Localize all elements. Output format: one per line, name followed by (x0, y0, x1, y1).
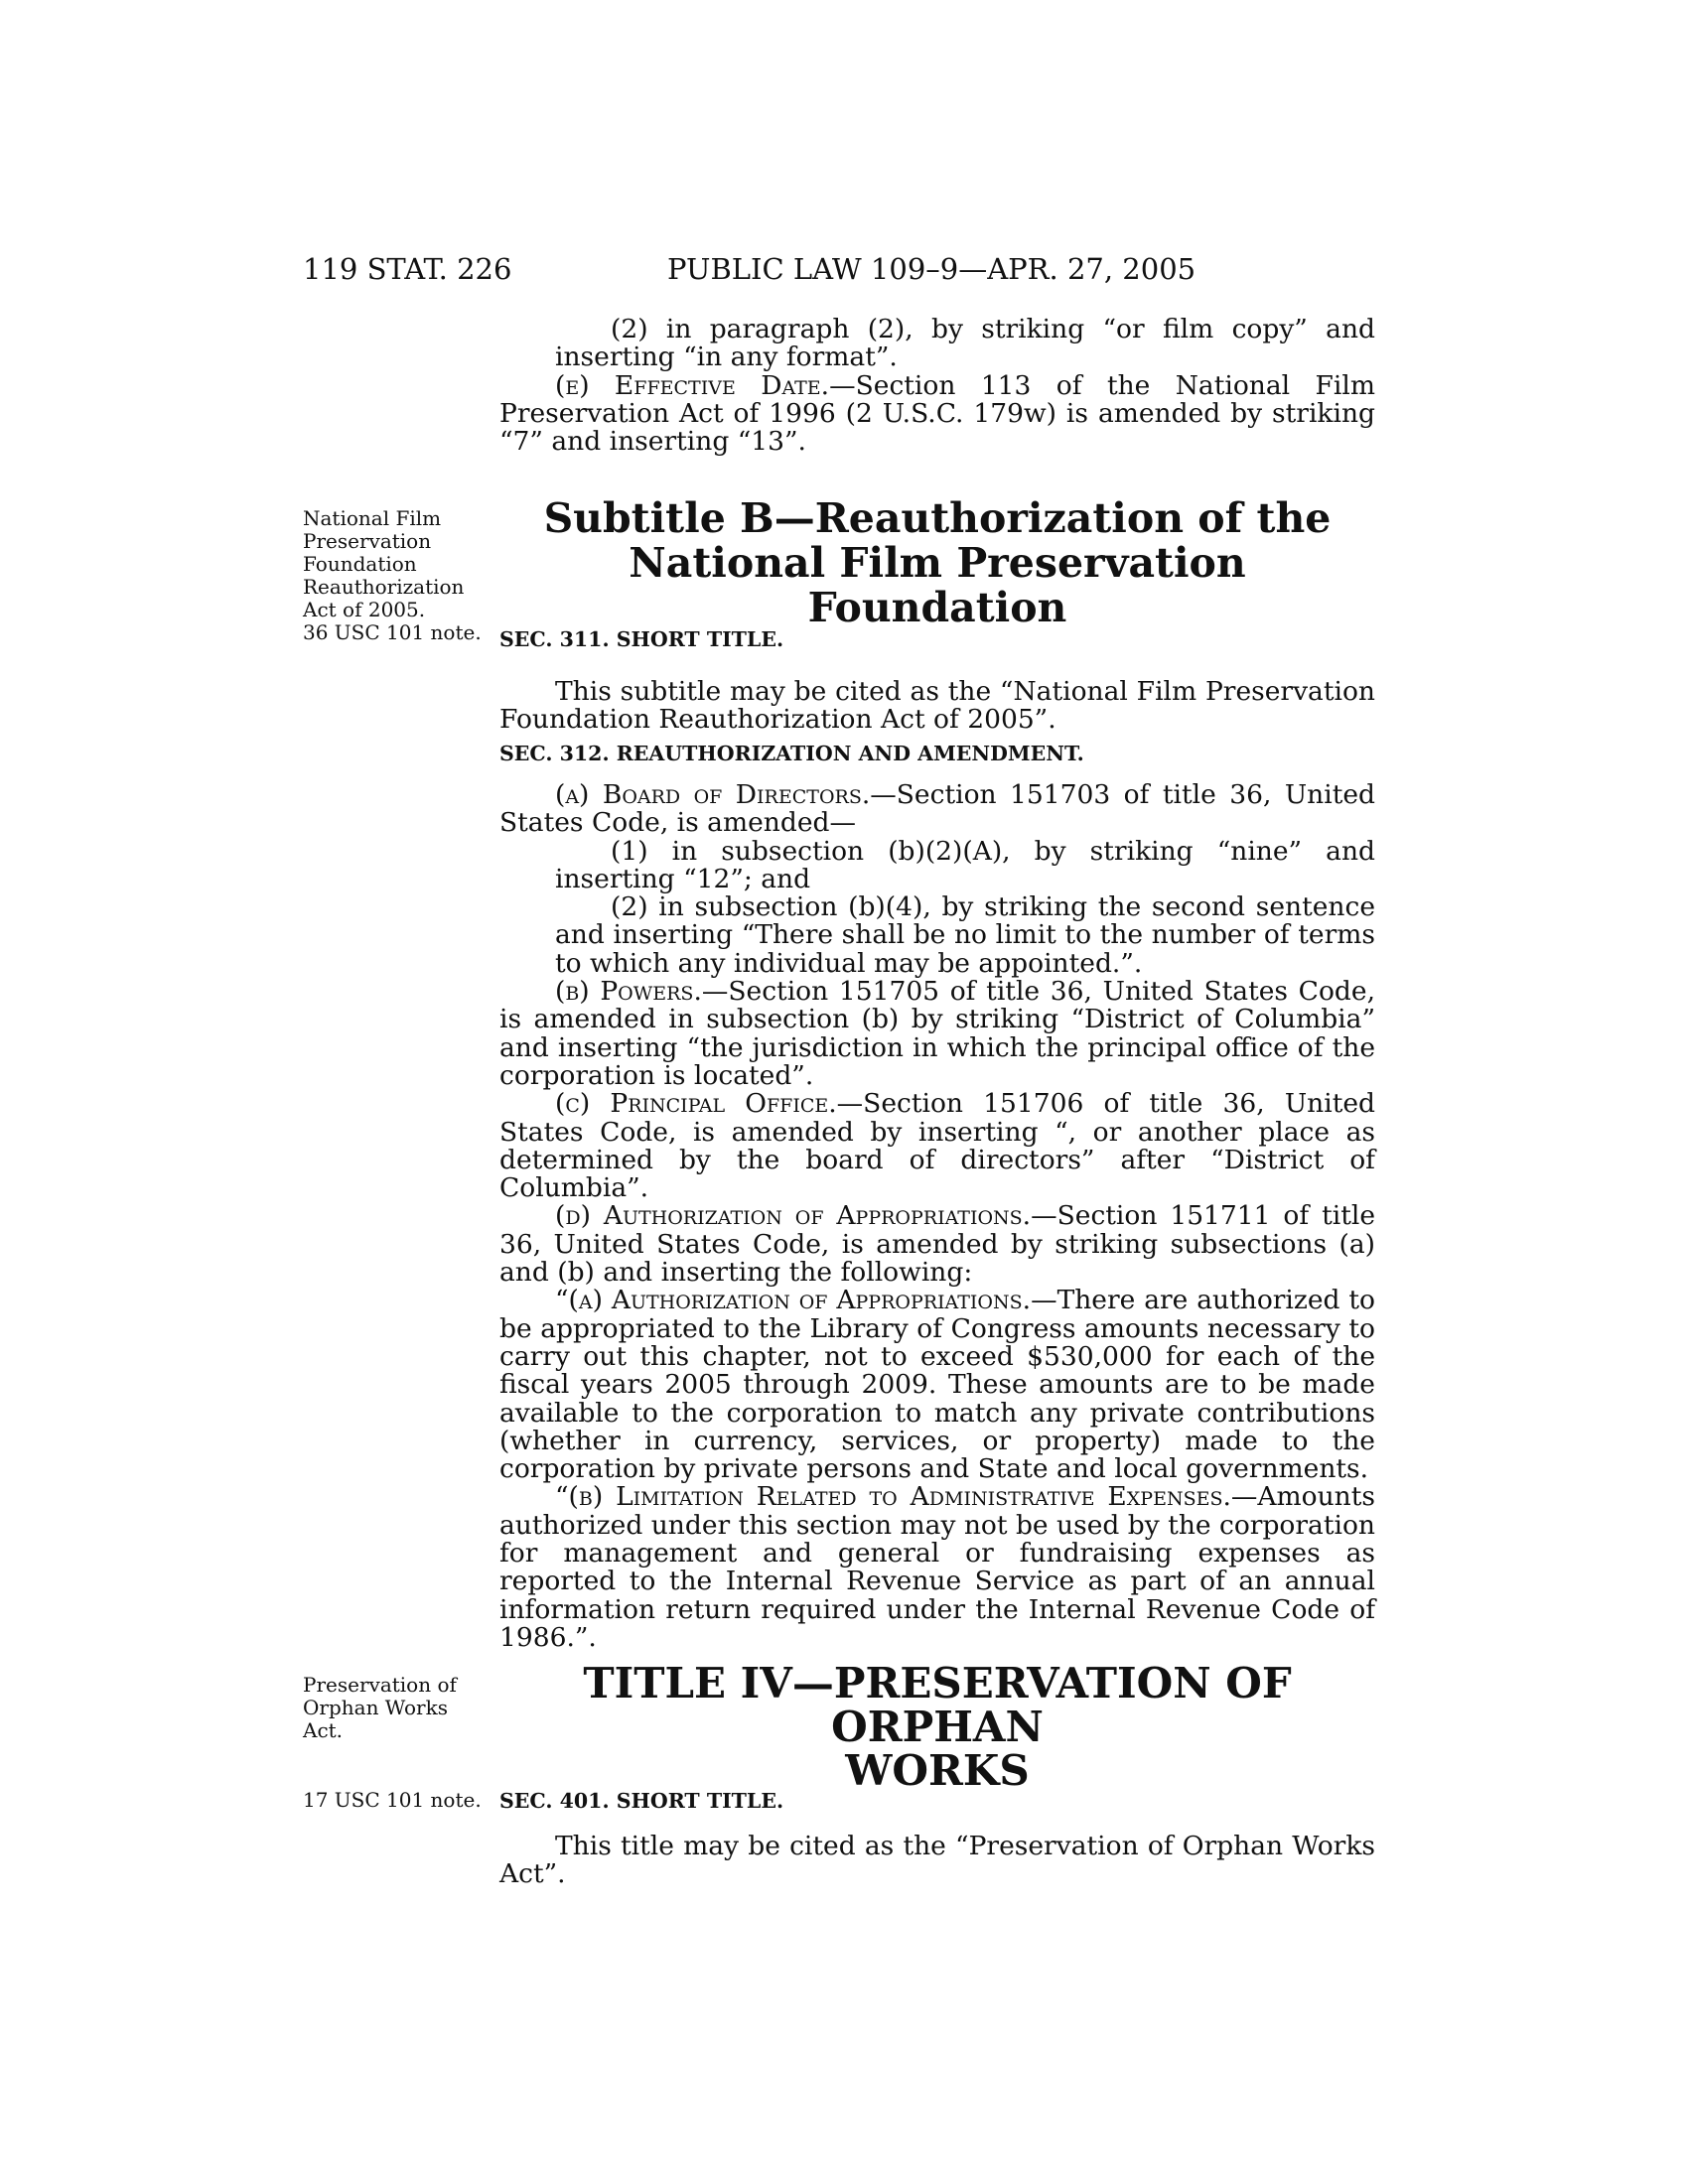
margin-note-line: Foundation (303, 552, 417, 576)
stat-citation: 119 STAT. 226 (303, 252, 512, 286)
effective-date-label: (e) Effective Date. (555, 369, 830, 401)
subsection-d-label: (d) Authorization of Appropriations. (555, 1200, 1032, 1232)
subsection-b-text: —Section 151705 of title 36, United States Code, is amended in subsection (b) by striking “District of Columbia” and inserting “the jurisdiction in which the principal office of the corporation is located”. (499, 976, 1375, 1091)
paragraph-item-2: (2) in paragraph (2), by striking “or film copy” and inserting “in any format”. (555, 314, 1375, 373)
subtitle-heading-line2: National Film Preservation Foundation (629, 539, 1246, 631)
running-header: PUBLIC LAW 109–9—APR. 27, 2005 (667, 252, 1196, 286)
quoted-subsection-b-text: —Amounts authorized under this section may not be used by the corporation for management and general or fundraising expenses as reported to the Internal Revenue Service as part of an annual information return required under the Internal Revenue Code of 1986.”. (499, 1481, 1375, 1653)
margin-note-line: National Film (303, 506, 442, 530)
subsection-a (499, 781, 1375, 838)
subsection-a-item-2: (2) in subsection (b)(4), by striking the second sentence and inserting “There shall be no limit to the number of terms to which any individual may be appointed.”. (555, 891, 1375, 979)
margin-note-line: Preservation (303, 529, 432, 553)
subsection-d-text: —Section 151711 of title 36, United States Code, is amended by striking subsections (a) and (b) and inserting the following: (499, 1200, 1375, 1289)
margin-note-line: Preservation of (303, 1673, 457, 1697)
margin-note-line: Act. (303, 1718, 344, 1742)
margin-note-sec401-cite: 17 USC 101 note. (303, 1788, 482, 1812)
section-401 (499, 1789, 1375, 1889)
top-section (499, 316, 1375, 456)
subsection-c-label: (c) Principal Office. (555, 1088, 837, 1120)
subsection-a-label: (a) Board of Directors. (555, 779, 871, 810)
margin-note-sec311-cite: 36 USC 101 note. (303, 620, 482, 644)
title-heading-line2: WORKS (845, 1746, 1030, 1795)
subtitle-b-heading (499, 496, 1375, 630)
section-311-heading: SEC. 311. SHORT TITLE. (499, 627, 784, 651)
subsection-d (499, 1202, 1375, 1287)
quoted-subsection-a-text: —There are authorized to be appropriated to the Library of Congress amounts necessary to carry out this chapter, not to exceed $530,000 for each of the fiscal years 2005 through 2009. These amounts are to be made available to the corporation to match any private contributions (whether in currency, services, or property) made to the corporation by private persons and State and local governments. (499, 1285, 1375, 1485)
subsection-c-text: —Section 151706 of title 36, United States Code, is amended by inserting “, or another place as determined by the board of directors” after “District of Columbia”. (499, 1088, 1375, 1204)
margin-note-line: Orphan Works (303, 1696, 448, 1719)
subtitle-heading-line1: Subtitle B—Reauthorization of the (543, 494, 1332, 542)
subsection-b (499, 978, 1375, 1090)
section-312 (499, 742, 1375, 1652)
quoted-subsection-b (499, 1483, 1375, 1652)
section-401-heading: SEC. 401. SHORT TITLE. (499, 1789, 784, 1813)
section-311-text: This subtitle may be cited as the “National Film Preservation Foundation Reauthorization Act of 2005”. (499, 676, 1375, 736)
quoted-subsection-a (499, 1287, 1375, 1483)
quoted-subsection-b-label: “(b) Limitation Related to Administrative Expenses. (555, 1481, 1231, 1513)
title-iv-heading (499, 1659, 1375, 1795)
subsection-a-text: —Section 151703 of title 36, United States Code, is amended— (499, 779, 1375, 839)
title-heading-line1: TITLE IV—PRESERVATION OF ORPHAN (583, 1659, 1292, 1751)
section-312-heading: SEC. 312. REAUTHORIZATION AND AMENDMENT. (499, 742, 1084, 765)
section-311 (499, 627, 1375, 735)
subsection-a-item-1: (1) in subsection (b)(2)(A), by striking “nine” and inserting “12”; and (555, 835, 1375, 894)
subsection-c (499, 1090, 1375, 1202)
section-401-text: This title may be cited as the “Preservation of Orphan Works Act”. (499, 1831, 1375, 1890)
quoted-subsection-a-label: “(a) Authorization of Appropriations. (555, 1285, 1032, 1316)
margin-note-title-iv (303, 1674, 482, 1742)
margin-note-line: Reauthorization (303, 575, 465, 599)
effective-date-paragraph (499, 369, 1375, 458)
subsection-b-label: (b) Powers. (555, 976, 702, 1008)
effective-date-text: —Section 113 of the National Film Preservation Act of 1996 (2 U.S.C. 179w) is amended by striking “7” and inserting “13”. (499, 369, 1375, 458)
margin-note-line: Act of 2005. (303, 598, 426, 621)
margin-note-subtitle-b (303, 507, 482, 621)
